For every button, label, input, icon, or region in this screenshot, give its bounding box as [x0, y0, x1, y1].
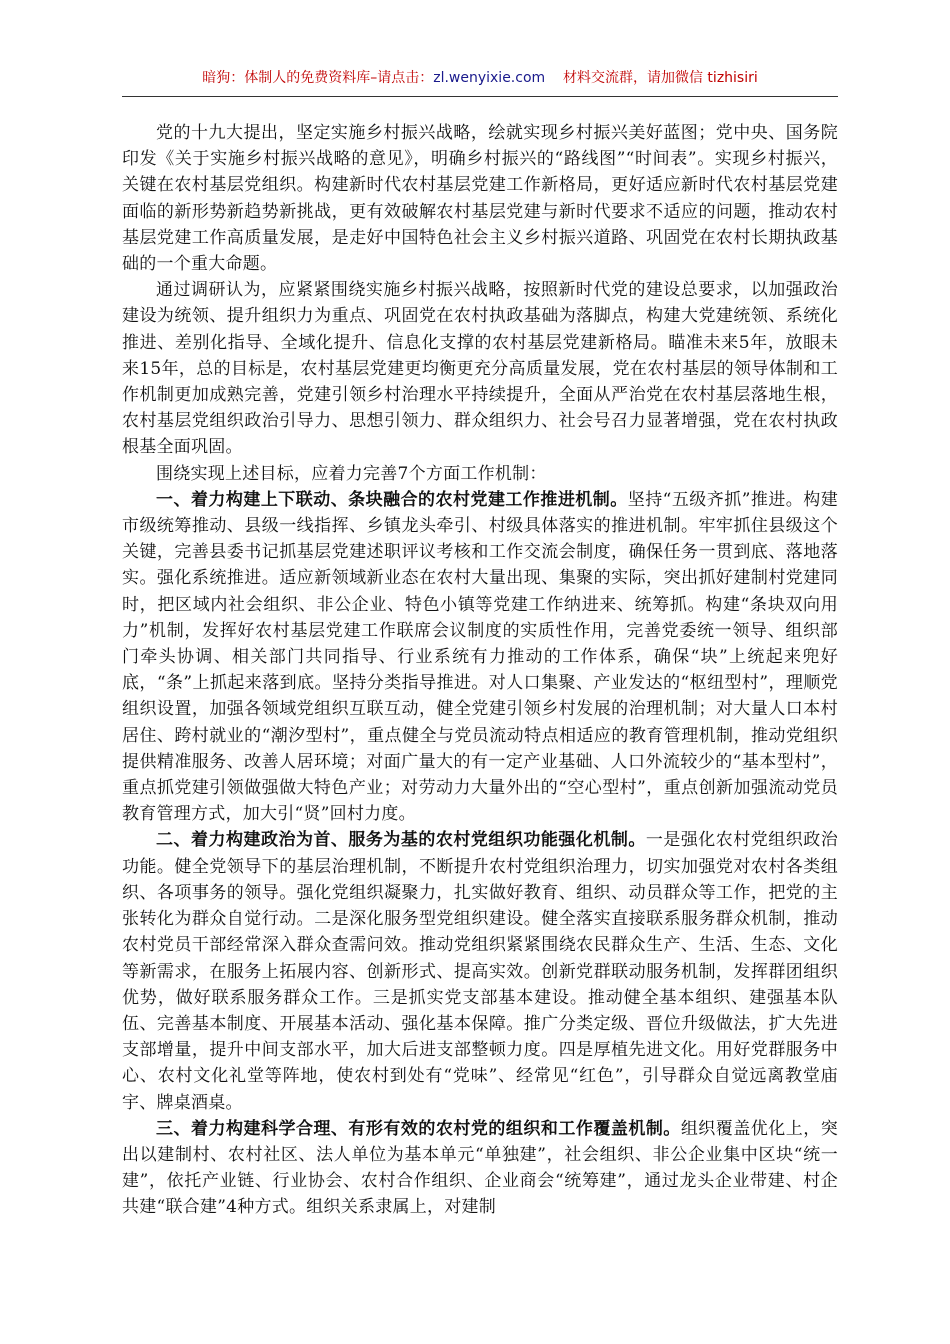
- paragraph-section-2: [122, 827, 838, 1115]
- paragraph-research: [122, 277, 838, 460]
- section-heading-2: 二、着力构建政治为首、服务为基的农村党组织功能强化机制。: [156, 830, 646, 851]
- paragraph-section-1: [122, 487, 838, 828]
- section-heading-1: 一、着力构建上下联动、条块融合的农村党建工作推进机制。: [156, 489, 628, 510]
- document-body: [122, 120, 838, 1221]
- header-site-text: 暗狗：体制人的免费资料库: [202, 70, 371, 86]
- paragraph-goals: [122, 461, 838, 487]
- section-heading-3: 三、着力构建科学合理、有形有效的农村党的组织和工作覆盖机制。: [156, 1118, 681, 1139]
- paragraph-body: 围绕实现上述目标，应着力完善7个方面工作机制：: [156, 463, 547, 484]
- paragraph-body: 党的十九大提出，坚定实施乡村振兴战略，绘就实现乡村振兴美好蓝图；党中央、国务院印发《关于实施乡村振兴战略的意见》，明确乡村振兴的“路线图”“时间表”。实现乡村振兴，关键在农村基层党组织。构建新时代农村基层党建工作新格局，更好适应新时代农村基层党建面临的新形势新趋势新挑战，更有效破解农村基层党建与新时代要求不适应的问题，推动农村基层党建工作高质量发展，是走好中国特色社会主义乡村振兴道路、巩固党在农村长期执政基础的一个重大命题。: [122, 123, 838, 275]
- paragraph-intro: [122, 120, 838, 277]
- paragraph-body: 组织覆盖优化上，突出以建制村、农村社区、法人单位为基本单元“单独建”，社会组织、非公企业集中区块“统一建”，依托产业链、行业协会、农村合作组织、企业商会“统筹建”，通过龙头企业带建、村企共建“联合建”4种方式。组织关系隶属上，对建制: [122, 1118, 839, 1218]
- paragraph-body: 通过调研认为，应紧紧围绕实施乡村振兴战略，按照新时代党的建设总要求，以加强政治建设为统领、提升组织力为重点、巩固党在农村执政基础为落脚点，构建大党建统领、系统化推进、差别化指导、全域化提升、信息化支撑的农村基层党建新格局。瞄准未来5年，放眼未来15年，总的目标是，农村基层党建更均衡更充分高质量发展，党在农村基层的领导体制和工作机制更加成熟完善，党建引领乡村治理水平持续提升，全面从严治党在农村基层落地生根，农村基层党组织政治引导力、思想引领力、群众组织力、社会号召力显著增强，党在农村执政根基全面巩固。: [122, 280, 838, 458]
- page-header: [122, 66, 838, 97]
- header-click-text: –请点击：: [370, 70, 434, 86]
- header-group-text: 材料交流群，请加微信 tizhisiri: [562, 70, 758, 86]
- paragraph-section-3: [122, 1116, 838, 1221]
- paragraph-body: 一是强化农村党组织政治功能。健全党领导下的基层治理机制，不断提升农村党组织治理力，切实加强党对农村各类组织、各项事务的领导。强化党组织凝聚力，扎实做好教育、组织、动员群众等工作，把党的主张转化为群众自觉行动。二是深化服务型党组织建设。健全落实直接联系服务群众机制，推动农村党员干部经常深入群众查需问效。推动党组织紧紧围绕农民群众生产、生活、生态、文化等新需求，在服务上拓展内容、创新形式、提高实效。创新党群联动服务机制，发挥群团组织优势，做好联系服务群众工作。三是抓实党支部基本建设。推动健全基本组织、建强基本队伍、完善基本制度、开展基本活动、强化基本保障。推广分类定级、晋位升级做法，扩大先进支部增量，提升中间支部水平，加大后进支部整顿力度。四是厚植先进文化。用好党群服务中心、农村文化礼堂等阵地，使农村到处有“党味”、经常见“红色”，引导群众自觉远离教堂庙宇、牌桌酒桌。: [122, 830, 839, 1113]
- header-url-link[interactable]: zl.wenyixie.com: [433, 70, 546, 86]
- paragraph-body: 坚持“五级齐抓”推进。构建市级统筹推动、县级一线指挥、乡镇龙头牵引、村级具体落实的推进机制。牢牢抓住县级这个关键，完善县委书记抓基层党建述职评议考核和工作交流会制度，确保任务一贯到底、落地落实。强化系统推进。适应新领域新业态在农村大量出现、集聚的实际，突出抓好建制村党建同时，把区域内社会组织、非公企业、特色小镇等党建工作纳进来、统筹抓。构建“条块双向用力”机制，发挥好农村基层党建工作联席会议制度的实质性作用，完善党委统一领导、组织部门牵头协调、相关部门共同指导、行业系统有力推动的工作体系，确保“块”上统起来兜好底，“条”上抓起来落到底。坚持分类指导推进。对人口集聚、产业发达的“枢纽型村”，理顺党组织设置，加强各领域党组织互联互动，健全党建引领乡村发展的治理机制；对大量人口本村居住、跨村就业的“潮汐型村”，重点健全与党员流动特点相适应的教育管理机制，推动党组织提供精准服务、改善人居环境；对面广量大的有一定产业基础、人口外流较少的“基本型村”，重点抓党建引领做强做大特色产业；对劳动力大量外出的“空心型村”，重点创新加强流动党员教育管理方式，加大引“贤”回村力度。: [122, 489, 838, 825]
